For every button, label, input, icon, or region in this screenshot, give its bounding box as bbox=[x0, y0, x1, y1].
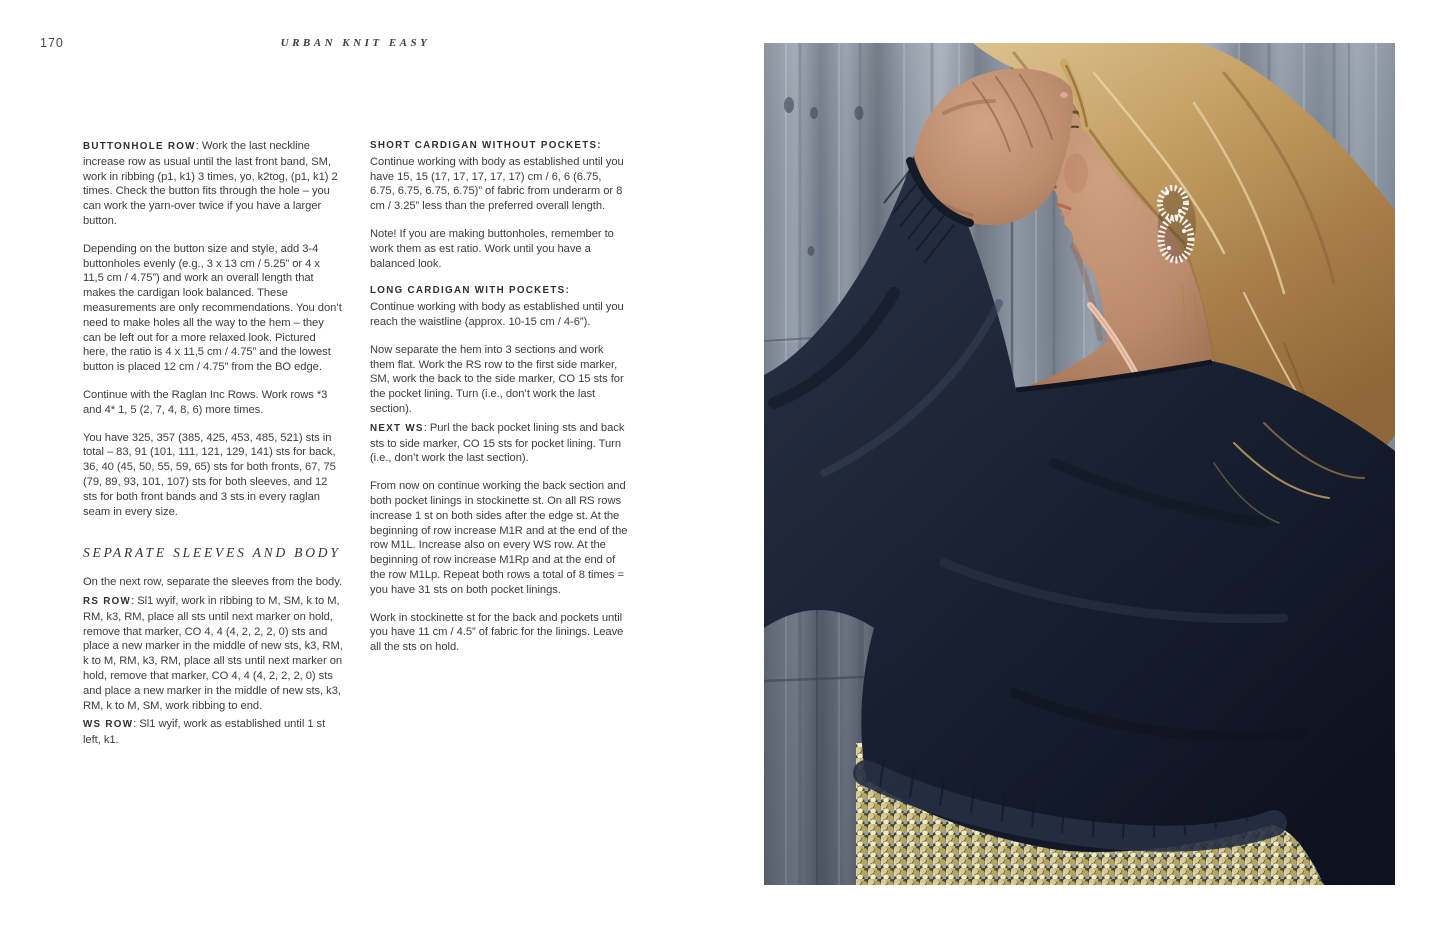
block-heading: SHORT CARDIGAN WITHOUT POCKETS: bbox=[370, 140, 602, 151]
paragraph bbox=[370, 479, 628, 597]
paragraph-text: Continue working with body as established until you reach the waistline (approx. 10-15 cm / 4-6”). bbox=[370, 301, 624, 328]
photo-woman-in-sweater bbox=[764, 43, 1395, 885]
paragraph bbox=[370, 421, 628, 466]
paragraph-text: Note! If you are making buttonholes, remember to work them as est ratio. Work until you have a balanced look. bbox=[370, 227, 614, 270]
paragraph-text: Continue working with body as established until you have 15, 15 (17, 17, 17, 17, 17) cm / 6, 6 (6.75, 6.75, 6.75, 6.75, 6.75)” of fabric from underarm or 8 cm / 3.25” less than the preferred overall length. bbox=[370, 155, 624, 213]
paragraph-text: : Sl1 wyif, work in ribbing to M, SM, k to M, RM, k3, RM, place all sts until next marker on hold, remove that marker, CO 4, 4 (4, 2, 2, 2, 0) sts and place a new marker in the middle of new sts, k3, RM, k to M, RM, k3, RM, place all sts until next marker on hold, remove that marker, CO 4, 4 (4, 2, 2, 2, 0) sts and place a new marker in the middle of new sts, k3, RM, k to M, SM, work ribbing to end. bbox=[83, 594, 343, 712]
paragraph-text: : Purl the back pocket lining sts and back sts to side marker, CO 15 sts for pocket lining. Turn (i.e., don’t work the last section). bbox=[370, 421, 625, 465]
paragraph-text: Continue with the Raglan Inc Rows. Work rows *3 and 4* 1, 5 (2, 7, 4, 8, 6) more times. bbox=[83, 388, 328, 416]
paragraph bbox=[83, 717, 343, 748]
paragraph bbox=[83, 575, 343, 590]
paragraph bbox=[370, 343, 628, 417]
paragraph bbox=[83, 139, 343, 229]
paragraph bbox=[83, 242, 343, 375]
right-text-column bbox=[370, 139, 628, 668]
run-in-heading: BUTTONHOLE ROW bbox=[83, 141, 196, 152]
run-in-heading: NEXT WS bbox=[370, 422, 424, 434]
paragraph-text: From now on continue working the back section and both pocket linings in stockinette st. On all RS rows increase 1 st on both sides after the edge st. At the beginning of row increase M1R and at the end of the row M1L. Increase also on every WS row. At the beginning of row increase M1Rp and at the end of the row M1Lp. Repeat both rows a total of 8 times = you have 31 sts on both pocket linings. bbox=[370, 480, 628, 596]
section-heading: SEPARATE SLEEVES AND BODY bbox=[83, 545, 341, 561]
paragraph bbox=[83, 594, 343, 713]
paragraph-text: Work in stockinette st for the back and pockets until you have 11 cm / 4.5” of fabric for the linings. Leave all the sts on hold. bbox=[370, 611, 624, 654]
paragraph-text: You have 325, 357 (385, 425, 453, 485, 521) sts in total – 83, 91 (101, 111, 121, 129, 141) sts for back, 36, 40 (45, 50, 55, 59, 65) sts for both fronts, 67, 75 (79, 89, 93, 101, 107) sts for both sleeves, and 12 sts for both front bands and 3 sts in every raglan seam in every size. bbox=[83, 431, 336, 518]
paragraph-text: Now separate the hem into 3 sections and work them flat. Work the RS row to the first side marker, SM, work the back to the side marker, CO 15 sts for the pocket lining. Turn (i.e., don’t work the last section). bbox=[370, 343, 624, 415]
paragraph-text: : Sl1 wyif, work as established until 1 st left, k1. bbox=[83, 718, 326, 747]
left-text-column bbox=[83, 139, 343, 761]
photo-illustration bbox=[764, 43, 1395, 885]
paragraph bbox=[370, 139, 628, 214]
running-header: URBAN KNIT EASY bbox=[280, 37, 431, 49]
paragraph bbox=[370, 227, 628, 271]
paragraph bbox=[370, 611, 628, 655]
paragraph bbox=[83, 388, 343, 418]
paragraph bbox=[370, 284, 628, 329]
paragraph-text: On the next row, separate the sleeves from the body. bbox=[83, 576, 342, 589]
run-in-heading: WS ROW bbox=[83, 719, 134, 731]
block-heading: LONG CARDIGAN WITH POCKETS: bbox=[370, 285, 571, 297]
run-in-heading: RS ROW bbox=[83, 595, 132, 607]
paragraph-text: Depending on the button size and style, add 3-4 buttonholes evenly (e.g., 3 x 13 cm / 5.25” or 4 x 11,5 cm / 4.75”) and work an overall length that makes the cardigan look balanced. These measurements are only recommendations. You don’t need to make holes all the way to the hem – they can be left out for a more relaxed look. Pictured here, the ratio is 4 x 11,5 cm / 4.75” and the lowest button is placed 12 cm / 4.75” from the BO edge. bbox=[83, 242, 342, 374]
page-number: 170 bbox=[40, 36, 64, 50]
paragraph-text: : Work the last neckline increase row as usual until the last front band, SM, work in ribbing (p1, k1) 3 times, yo, k2tog, (p1, k1) 2 times. Check the button fits through the hole – you can work the yarn-over twice if you have a larger button. bbox=[83, 140, 338, 227]
paragraph bbox=[83, 431, 343, 520]
